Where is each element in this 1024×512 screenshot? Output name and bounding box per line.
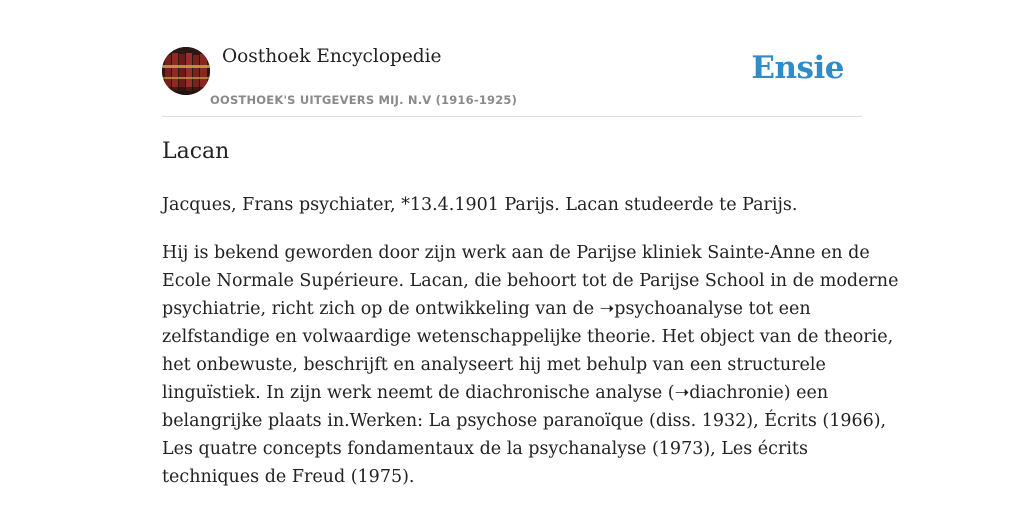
body-line: Les quatre concepts fondamentaux de la psychanalyse (1973), Les écrits (162, 439, 808, 459)
source-subtitle: OOSTHOEK'S UITGEVERS MIJ. N.V (1916-1925) (210, 93, 518, 107)
body-text: ) een (783, 383, 829, 403)
body-text: tot een (742, 299, 811, 319)
body-line (162, 295, 862, 323)
body-line: het onbewuste, beschrijft en analyseert hij met behulp van een structurele (162, 355, 826, 375)
ensie-logo-link[interactable]: Ensie (751, 50, 844, 86)
article-title: Lacan (162, 139, 230, 164)
source-title[interactable]: Oosthoek Encyclopedie (222, 46, 442, 67)
link-psychoanalyse[interactable]: ➝psychoanalyse (599, 299, 743, 319)
body-line: belangrijke plaats in.Werken: La psychose paranoïque (diss. 1932), Écrits (1966), (162, 411, 887, 431)
article-body (162, 239, 899, 491)
body-line: Hij is bekend geworden door zijn werk aan de Parijse kliniek Sainte-Anne en de (162, 243, 870, 263)
body-line (162, 379, 862, 407)
body-line: zelfstandige en volwaardige wetenschappelijke theorie. Het object van de theorie, (162, 327, 894, 347)
body-text: linguïstiek. In zijn werk neemt de diachronische analyse ( (162, 383, 675, 403)
article-intro: Jacques, Frans psychiater, *13.4.1901 Parijs. Lacan studeerde te Parijs. (162, 195, 798, 215)
body-line: techniques de Freud (1975). (162, 467, 415, 487)
header (162, 0, 862, 117)
page-container (162, 0, 899, 487)
body-text: psychiatrie, richt zich op de ontwikkeling van de (162, 299, 600, 319)
encyclopedia-books-icon[interactable] (162, 47, 210, 95)
link-diachronie[interactable]: ➝diachronie (674, 383, 784, 403)
body-line: Ecole Normale Supérieure. Lacan, die behoort tot de Parijse School in de moderne (162, 271, 899, 291)
